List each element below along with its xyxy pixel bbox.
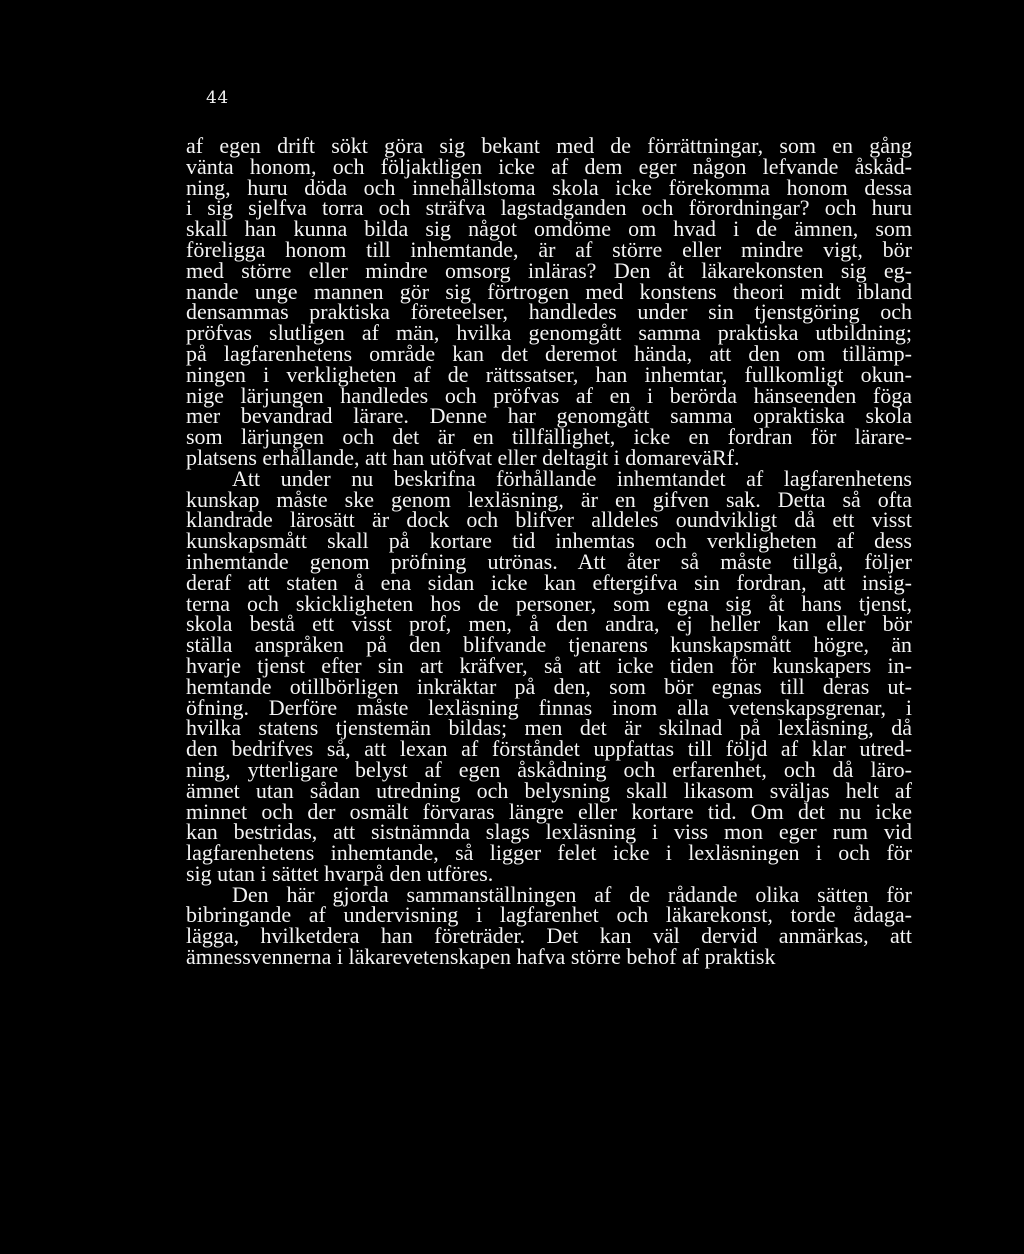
text-line: nige lärjungen handledes och pröfvas af en i berörda hänseenden föga [186,382,912,408]
text-line: föreligga honom till inhemtande, är af större eller mindre vigt, bör [186,236,912,262]
text-line: skola bestå ett visst prof, men, å den andra, ej heller kan eller bör [186,611,912,637]
text-line: öfning. Derföre måste lexläsning finnas inom alla vetenskapsgrenar, i [186,694,912,720]
text-line: bibringande af undervisning i lagfarenhet och läkarekonst, torde ådaga- [186,902,912,928]
text-line: på lagfarenhetens område kan det deremot hända, att den om tillämp- [186,340,912,366]
paragraph [186,465,912,886]
text-line: af egen drift sökt göra sig bekant med de förrättningar, som en gång [186,133,912,158]
text-line: i sig sjelfva torra och sträfva lagstadganden och förordningar? och huru [186,195,912,221]
text-line: mer bevandrad lärare. Denne har genomgått samma opraktiska skola [186,403,912,429]
text-line: deraf att staten å ena sidan icke kan eftergifva sin fordran, att insig- [186,569,912,595]
text-line: kan bestridas, att sistnämnda slags lexläsning i viss mon eger rum vid [186,819,912,845]
page-number: 44 [206,88,229,108]
text-line: hvilka statens tjenstemän bildas; men det är skilnad på lexläsning, då [186,715,912,741]
text-line: den bedrifves så, att lexan af förståndet uppfattas till följd af klar utred- [186,736,912,762]
text-line: ställa anspråken på den blifvande tjenarens kunskapsmått högre, än [186,632,912,658]
text-line: minnet och der osmält förvaras längre eller kortare tid. Om det nu icke [186,798,912,824]
text-line: lagfarenhetens inhemtande, så ligger felet icke i lexläsningen i och för [186,840,912,866]
text-line: lägga, hvilketdera han företräder. Det kan väl dervid anmärkas, att [186,923,912,949]
text-line: som lärjungen och det är en tillfällighet, icke en fordran för lärare- [186,424,912,450]
text-line: kunskapsmått skall på kortare tid inhemtas och verkligheten af dess [186,528,912,554]
text-line: med större eller mindre omsorg inläras? Den åt läkarekonsten sig eg- [186,257,912,283]
body-text [186,133,912,970]
text-line: sig utan i sättet hvarpå den utföres. [186,860,494,886]
text-line: nande unge mannen gör sig förtrogen med konstens theori midt ibland [186,278,912,304]
text-line: densammas praktiska företeelser, handledes under sin tjenstgöring och [186,299,912,325]
text-line: platsens erhållande, att han utöfvat eller deltagit i domareväRf. [186,444,740,470]
text-line: ning, huru döda och innehållstoma skola icke förekomma honom dessa [186,174,912,200]
text-line: terna och skickligheten hos de personer, som egna sig åt hans tjenst, [186,590,912,616]
text-line: vänta honom, och följaktligen icke af dem eger någon lefvande åskåd- [186,153,912,179]
text-line: Att under nu beskrifna förhållande inhemtandet af lagfarenhetens [232,465,912,491]
text-line: Den här gjorda sammanställningen af de rådande olika sätten för [232,881,912,907]
text-line: kunskap måste ske genom lexläsning, är en gifven sak. Detta så ofta [186,486,912,512]
text-line: hemtande otillbörligen inkräktar på den, som bör egnas till deras ut- [186,673,912,699]
paragraph [186,881,912,970]
text-line: hvarje tjenst efter sin art kräfver, så att icke tiden för kunskapers in- [186,652,912,678]
text-line: klandrade lärosätt är dock och blifver alldeles oundvikligt då ett visst [186,507,912,533]
text-line: inhemtande genom pröfning utrönas. Att åter så måste tillgå, följer [186,548,912,574]
text-line: ning, ytterligare belyst af egen åskådning och erfarenhet, och då läro- [186,756,912,782]
paragraph [186,133,912,470]
text-line: ningen i verkligheten af de rättssatser, han inhemtar, fullkomligt okun- [186,361,912,387]
text-line: skall han kunna bilda sig något omdöme om hvad i de ämnen, som [186,216,912,242]
text-line: pröfvas slutligen af män, hvilka genomgått samma praktiska utbildning; [186,320,912,346]
text-line: ämnessvennerna i läkarevetenskapen hafva större behof af praktisk [186,944,776,970]
text-line: ämnet utan sådan utredning och belysning skall likasom sväljas helt af [186,777,912,803]
